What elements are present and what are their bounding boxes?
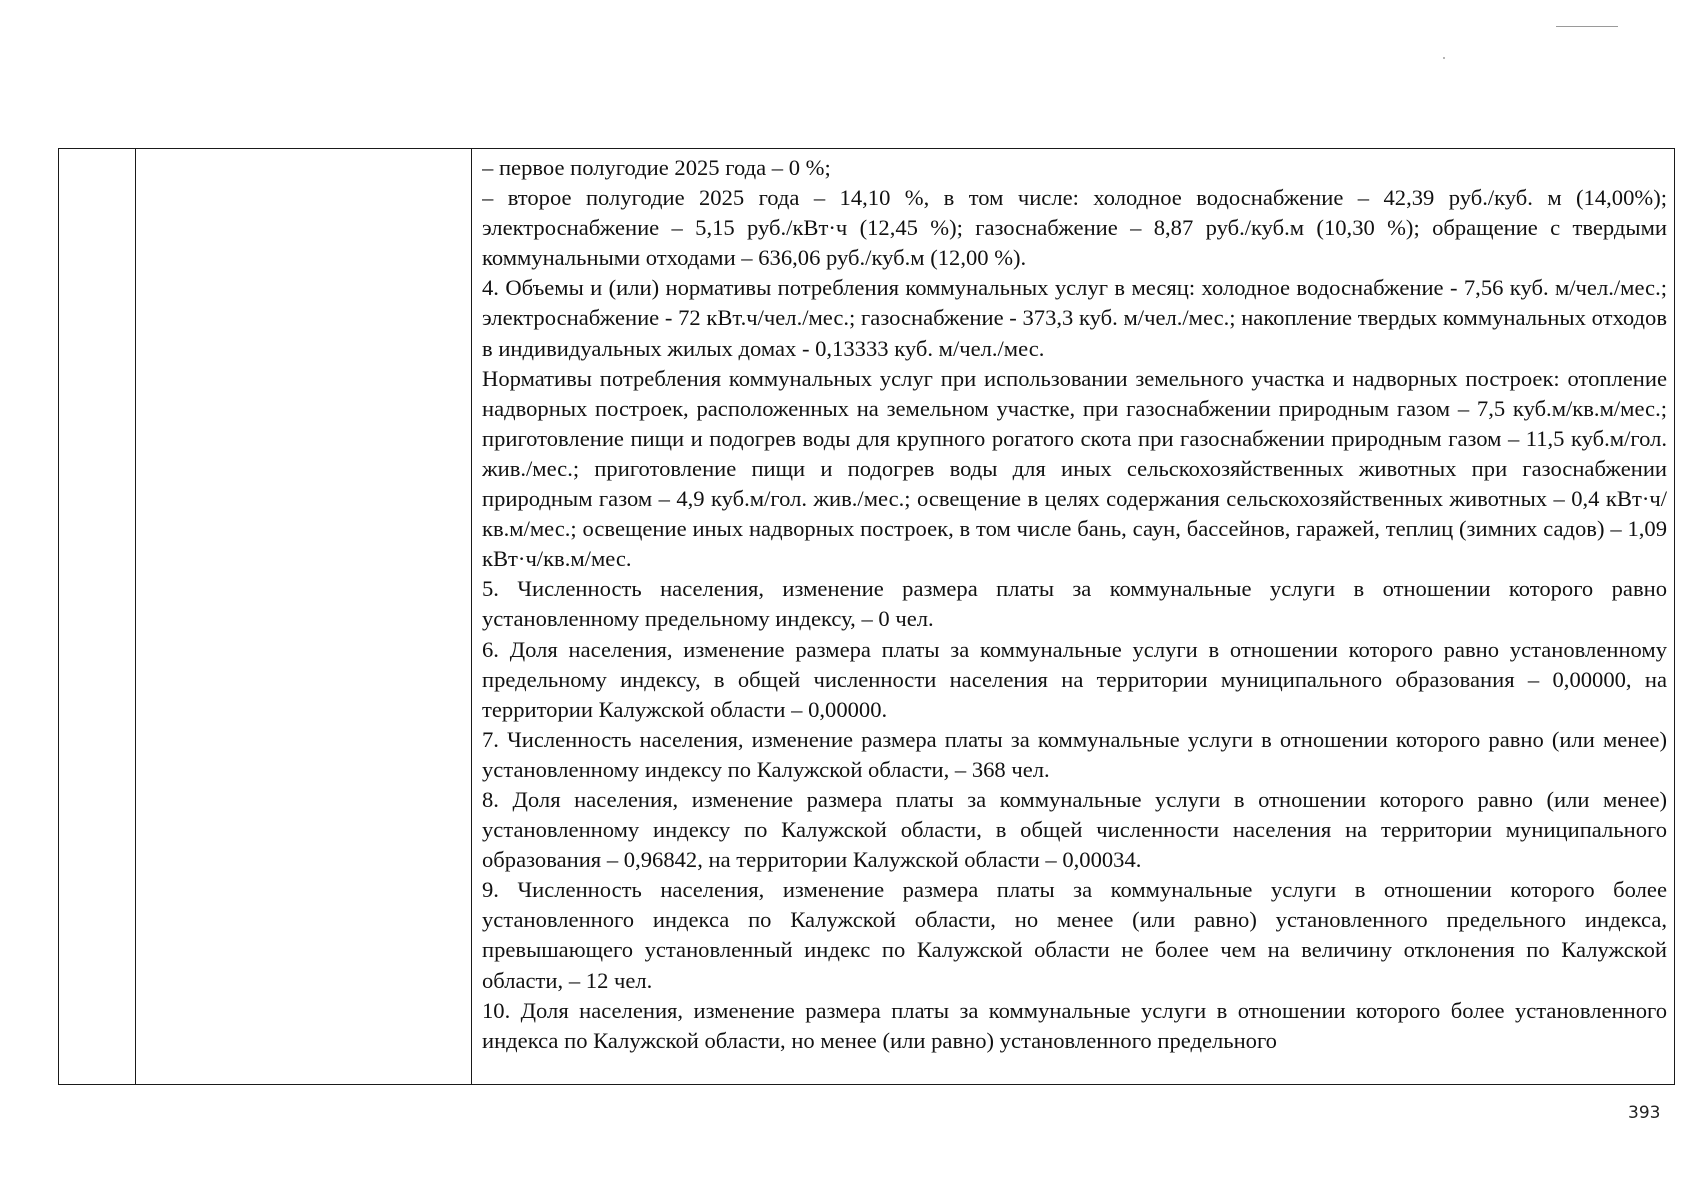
paragraph-item-6: 6. Доля населения, изменение размера платы за коммунальные услуги в отношении которого равно установленному предельному индексу, в общей численности населения на территории муниципального образования – 0,00000, на территории Калужской области – 0,00000. [482, 636, 1667, 722]
paragraph-item-10: 10. Доля населения, изменение размера платы за коммунальные услуги в отношении которого более установленного индекса по Калужской области, но менее (или равно) установленного предельного [482, 997, 1667, 1053]
paragraph-first-half-2025: – первое полугодие 2025 года – 0 %; [482, 155, 831, 180]
paragraph-item-8: 8. Доля населения, изменение размера платы за коммунальные услуги в отношении которого равно (или менее) установленному индексу по Калужской области, в общей численности населения на территории муниципального образования – 0,96842, на территории Калужской области – 0,00034. [482, 786, 1667, 873]
document-table [58, 148, 1675, 1085]
scan-artifact-line [1556, 26, 1618, 27]
table-text-cell [482, 153, 1667, 1084]
paragraph-item-9: 9. Численность населения, изменение размера платы за коммунальные услуги в отношении которого более установленного индекса по Калужской области, но менее (или равно) установленного предельного индекса, превышающего установленный индекс по Калужской области не более чем на величину отклонения по Калужской области, – 12 чел. [482, 877, 1667, 993]
paragraph-second-half-2025: – второе полугодие 2025 года – 14,10 %, в том числе: холодное водоснабжение – 42,39 руб./куб. м (14,00%); электроснабжение – 5,15 руб./кВт·ч (12,45 %); газоснабжение – 8,87 руб./куб.м (10,30 %); обращение с твердыми коммунальными отходами – 636,06 руб./куб.м (12,00 %). [482, 185, 1667, 271]
paragraph-item-5: 5. Численность населения, изменение размера платы за коммунальные услуги в отношении которого равно установленному предельному индексу, – 0 чел. [482, 576, 1667, 632]
paragraph-item-4-volumes: 4. Объемы и (или) нормативы потребления коммунальных услуг в месяц: холодное водоснабжение - 7,56 куб. м/чел./мес.; электроснабжение - 72 кВт.ч/чел./мес.; газоснабжение - 373,3 куб. м/чел./мес.; накопление твердых коммунальных отходов в индивидуальных жилых домах - 0,13333 куб. м/чел./мес. [482, 275, 1667, 361]
table-column-divider [471, 149, 472, 1084]
paragraph-item-7: 7. Численность населения, изменение размера платы за коммунальные услуги в отношении которого равно (или менее) установленному индексу по Калужской области, – 368 чел. [482, 726, 1667, 782]
paragraph-consumption-norms: Нормативы потребления коммунальных услуг при использовании земельного участка и надворных построек: отопление надворных построек, расположенных на земельном участке, при газоснабжении природным газом – 7,5 куб.м/кв.м/мес.; приготовление пищи и подогрев воды для крупного рогатого скота при газоснабжении природным газом – 11,5 куб.м/гол. жив./мес.; приготовление пищи и подогрев воды для иных сельскохозяйственных животных при газоснабжении природным газом – 4,9 куб.м/гол. жив./мес.; освещение в целях содержания сельскохозяйственных животных – 0,4 кВт·ч/кв.м/мес.; освещение иных надворных построек, в том числе бань, саун, бассейнов, гаражей, теплиц (зимних садов) – 1,09 кВт·ч/кв.м/мес. [482, 365, 1667, 572]
scan-artifact-dot [1443, 57, 1445, 59]
page-number: 393 [1628, 1103, 1661, 1123]
table-column-divider [135, 149, 136, 1084]
